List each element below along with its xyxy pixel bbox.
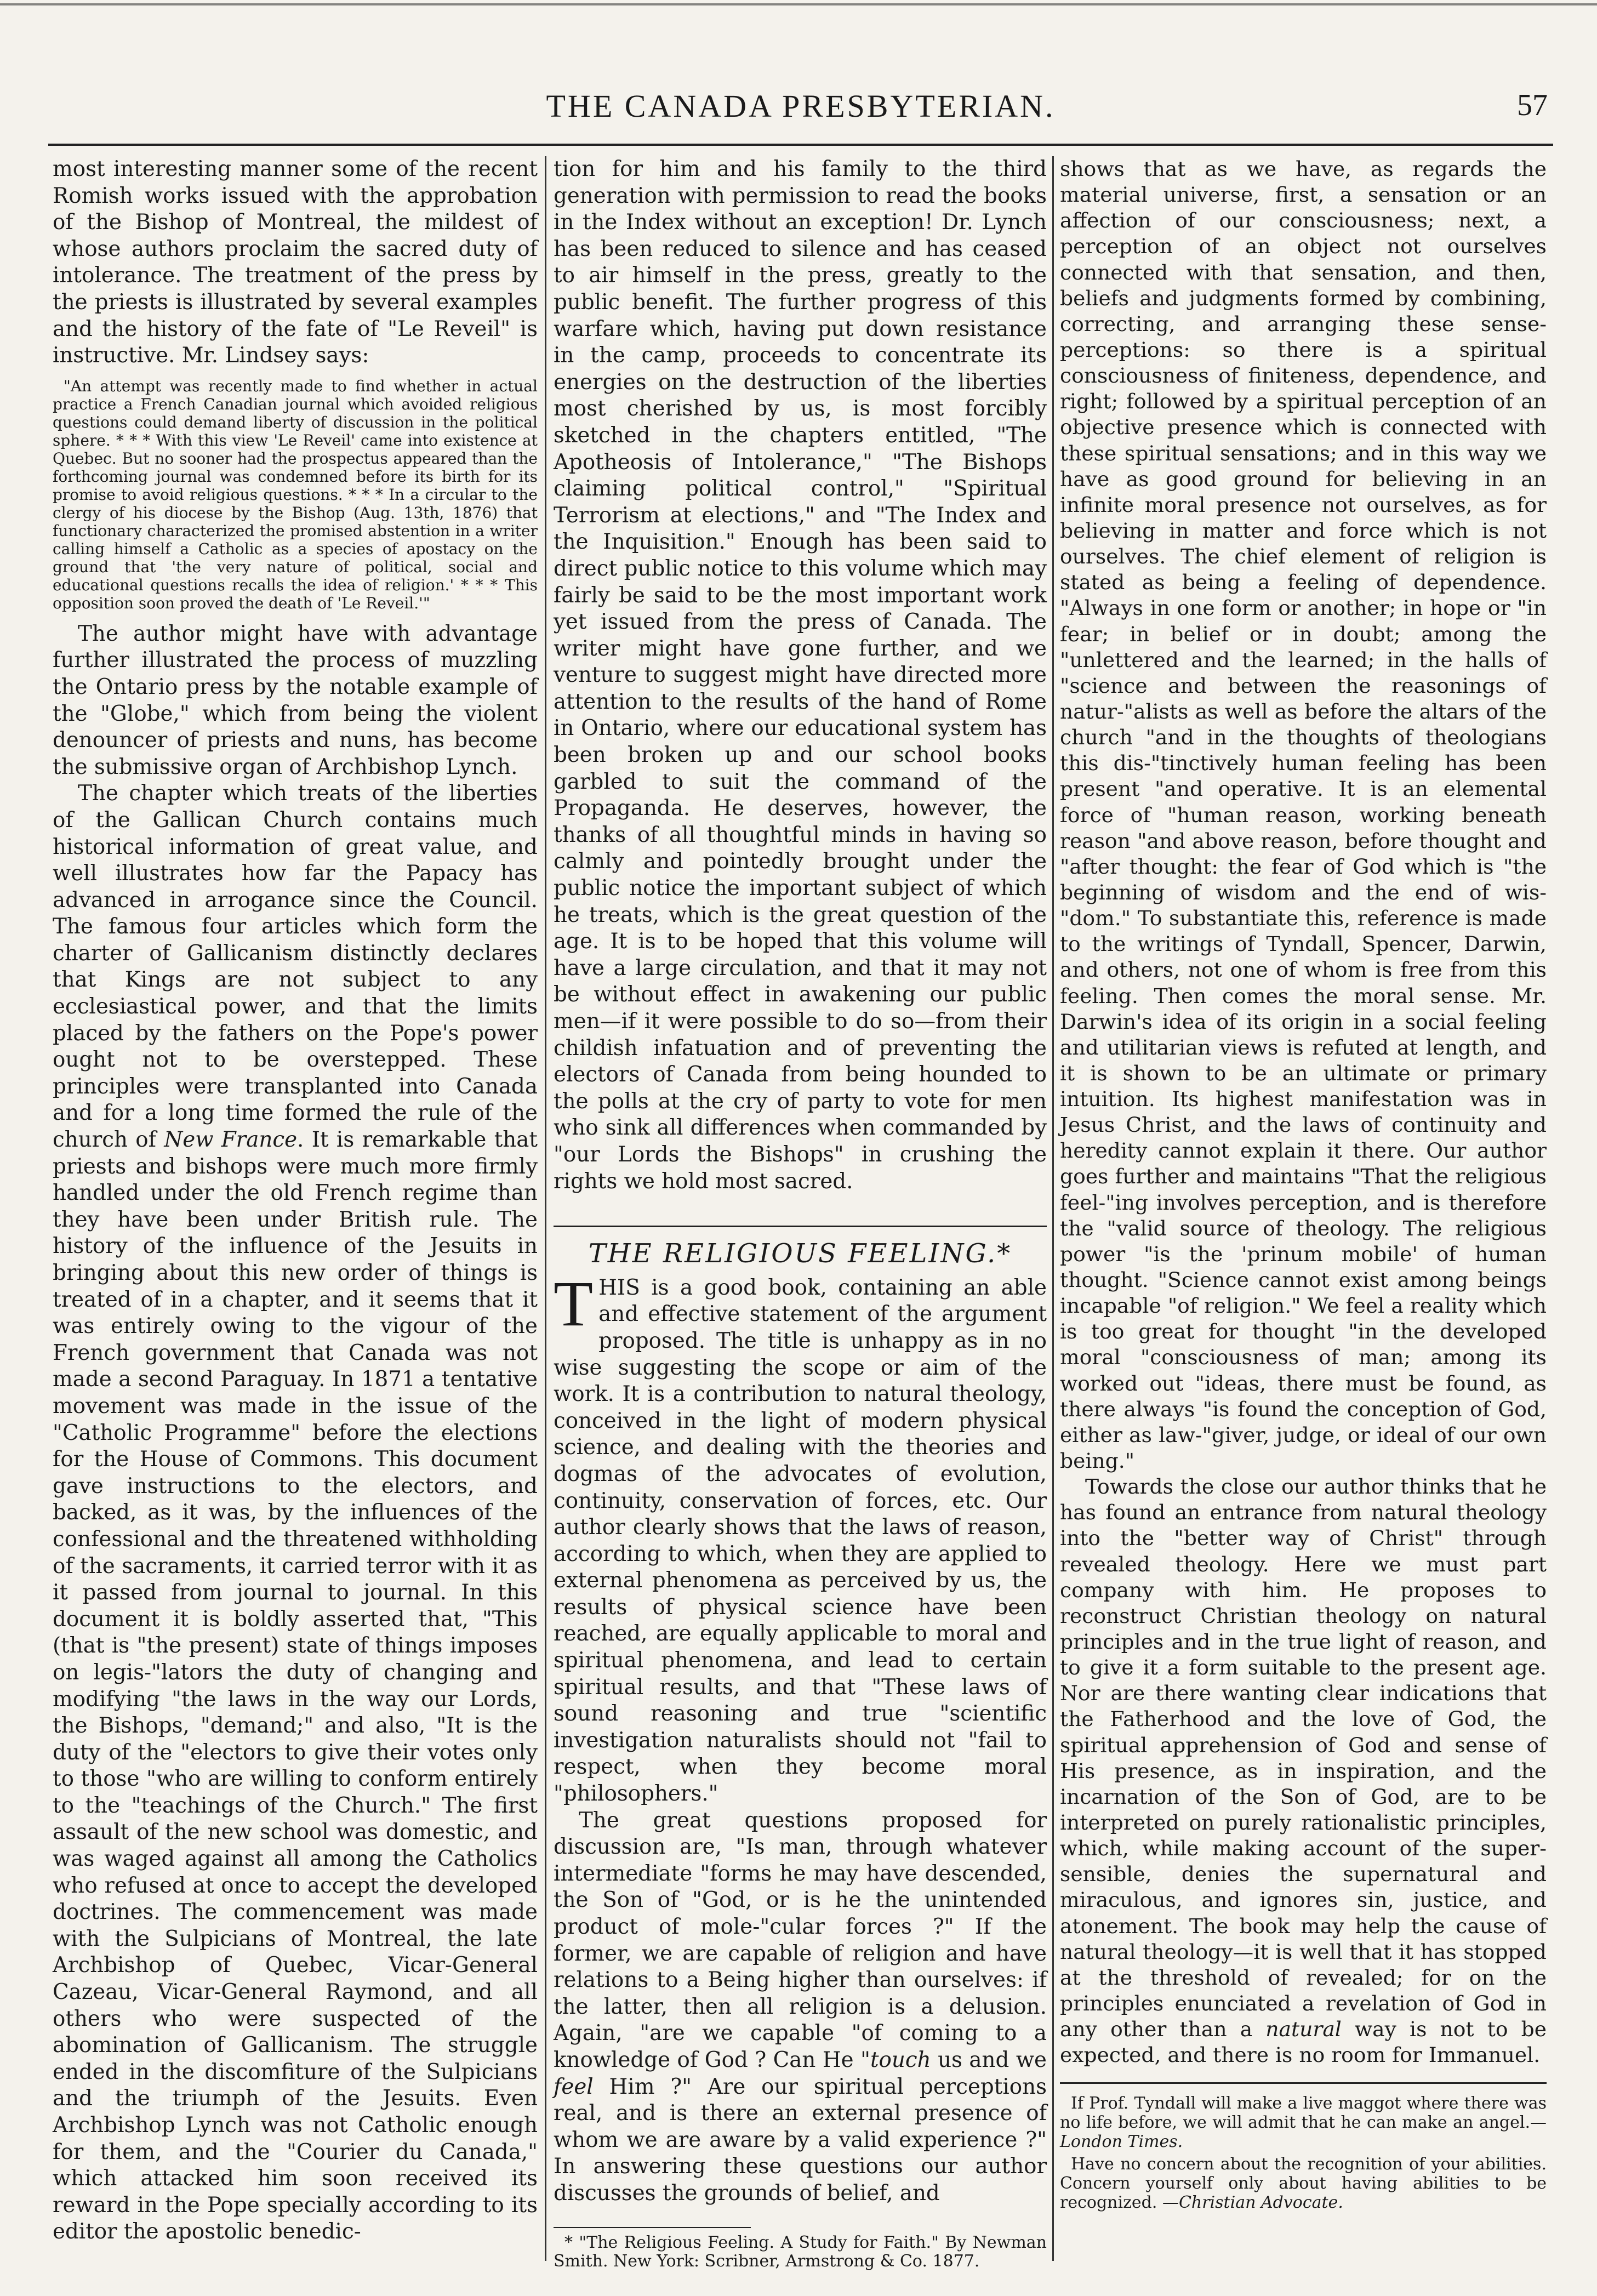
- text-run: Him ?" Are our spiritual perceptions real, and is there an external presence of whom we are aware by a valid experience ?" In answering these questions our author discusses the grounds of belief, and: [554, 2074, 1047, 2206]
- drop-cap: T: [554, 1267, 594, 1340]
- column-divider: [1052, 156, 1054, 2261]
- page-top-border: [0, 3, 1597, 5]
- section-rule: [554, 1226, 1047, 1227]
- paragraph: shows that as we have, as regards the material universe, first, a sensation or an affection of our consciousness; next, a perception of an object not ourselves connected with that sensation, and then, beliefs and judgments formed by combining, correcting, and arranging these sense-perceptions: so there is a spiritual consciousness of finiteness, dependence, and right; followed by a spiritual perception of an objective presence which is connected with these spiritual sensations; and in this way we have as good ground for believing in an infinite moral presence not ourselves, as for believing in matter and force which is not ourselves. The chief element of religion is stated as being a feeling of dependence. "Always in one form or another; in hope or "in fear; in belief or in doubt; among the "unlettered and the learned; in the halls of "science and between the reasonings of natur-"alists as well as before the altars of the church "and in the thoughts of theologians this dis-"tinctively human feeling has been present "and operative. It is an elemental force of "human reason, working beneath reason "and above reason, before thought and "after thought: the fear of God which is "the beginning of wisdom and the end of wis-"dom." To substantiate this, reference is made to the writings of Tyndall, Spencer, Darwin, and others, not one of whom is free from this feeling. Then comes the moral sense. Mr. Darwin's idea of its origin in a social feeling and utilitarian views is refuted at length, and it is shown to be an ultimate or primary intuition. Its highest manifestation was in Jesus Christ, and the laws of continuity and heredity cannot explain it there. Our author goes further and maintains "That the religious feel-"ing involves perception, and is therefore the "valid source of theology. The religious power "is the 'prinum mobile' of human thought. "Science cannot exist among beings incapable "of religion." We feel a reality which is too great for thought "in the developed moral "consciousness of man; among its worked out "ideas, there must be found, as there always "is found the conception of God, either as law-"giver, judge, or ideal of our own being.": [1060, 157, 1547, 1473]
- page-number: 57: [1517, 88, 1548, 122]
- footnote: * "The Religious Feeling. A Study for Faith." By Newman Smith. New York: Scribner, Armstrong & Co. 1877.: [554, 2232, 1047, 2271]
- page-header: [48, 88, 1553, 137]
- paragraph: [554, 1267, 1047, 1808]
- paragraph: most interesting manner some of the recent Romish works issued with the approbation of the Bishop of Montreal, the mildest of whose authors proclaim the sacred duty of intolerance. The treatment of the press by the priests is illustrated by several examples and the history of the fate of "Le Reveil" is instructive. Mr. Lindsey says:: [53, 157, 538, 368]
- italic-text: natural: [1265, 2017, 1342, 2042]
- column-right: [1060, 156, 1547, 2215]
- filler-text: Have no concern about the recognition of your abilities. Concern yourself only about having abilities to be recognized.: [1060, 2155, 1547, 2213]
- filler-item: [1060, 2094, 1547, 2151]
- text-run: Towards the close our author thinks that he has found an entrance from natural theology into the "better way of Christ" through revealed theology. Here we must part company with him. He proposes to reconstruct Christian theology on natural principles and in the true light of reason, and to give it a form suitable to the present age. Nor are there wanting clear indications that the Fatherhood and the love of God, the spiritual apprehension of God and sense of His presence, as in inspiration, and the incarnation of the Son of God, are to be interpreted on purely rationalistic principles, which, while making account of the super-sensible, denies the supernatural and miraculous, and ignores sin, justice, and atonement. The book may help the cause of natural theology—it is well that it has stopped at the threshold of revealed; for on the principles enunciated a revelation of God in any other than a: [1060, 1474, 1547, 2042]
- filler-rule: [1060, 2082, 1547, 2084]
- header-rule: [48, 144, 1553, 146]
- italic-text: feel: [554, 2074, 594, 2099]
- text-run: us and we: [931, 2047, 1047, 2072]
- filler-source: —Christian Advocate.: [1162, 2193, 1343, 2213]
- filler-source: London Times.: [1060, 2132, 1183, 2152]
- text-run: HIS is a good book, containing an able and effective statement of the argument proposed. The title is unhappy as in no wise suggesting the scope or aim of the work. It is a contribution to natural theology, conceived in the light of modern physical science, and dealing with the theories and dogmas of the advocates of evolution, continuity, conservation of forces, etc. Our author clearly shows that the laws of reason, according to which, when they are applied to external phenomena as perceived by us, the results of physical science have been reached, are equally applicable to moral and spiritual phenomena, and lead to certain spiritual results, and that "These laws of sound reasoning and true "scientific investigation naturalists should not "fail to respect, when they become moral "philosophers.": [554, 1275, 1047, 1807]
- text-run: . It is remarkable that priests and bishops were much more firmly handled under the old French regime than they have been under British rule. The history of the influence of the Jesuits in bringing about this new order of things is treated of in a chapter, and it seems that it was entirely owing to the vigour of the French government that Canada was not made a second Paraguay. In 1871 a tentative movement was made in the issue of the "Catholic Programme" before the elections for the House of Commons. This document gave instructions to the electors, and backed, as it was, by the influences of the confessional and the threatened withholding of the sacraments, it carried terror with it as it passed from journal to journal. In this document it is boldly asserted that, "This (that is "the present) state of things imposes on legis-"lators the duty of changing and modifying "the laws in the way our Lords, the Bishops, "demand;" and also, "It is the duty of the "electors to give their votes only to those "who are willing to conform entirely to the "teachings of the Church." The first assault of the new school was domestic, and was waged against all among the Catholics who refused at once to accept the developed doctrines. The commencement was made with the Sulpicians of Montreal, the late Archbishop of Quebec, Vicar-General Cazeau, Vicar-General Raymond, and all others who were suspected of the abomination of Gallicanism. The struggle ended in the discomfiture of the Sulpicians and the triumph of the Jesuits. Even Archbishop Lynch was not Catholic enough for them, and the "Courier du Canada," which attacked him soon received its reward in the Pope specially according to its editor the apostolic benedic-: [53, 1127, 538, 2244]
- text-run: way is not to be expected, and there is no room for Immanuel.: [1060, 2017, 1547, 2067]
- italic-text: touch: [870, 2047, 931, 2072]
- paragraph: [53, 780, 538, 2246]
- column-left: [53, 156, 538, 2246]
- paragraph: tion for him and his family to the third generation with permission to read the books in the Index without an exception! Dr. Lynch has been reduced to silence and has ceased to air himself in the press, greatly to the public benefit. The further progress of this warfare which, having put down resistance in the camp, proceeds to concentrate its energies on the destruction of the liberties most cherished by us, is most forcibly sketched in the chapters entitled, "The Apotheosis of Intolerance," "The Bishops claiming political control," "Spiritual Terrorism at elections," and "The Index and the Inquisition." Enough has been said to direct public notice to this volume which may fairly be said to be the most important work yet issued from the press of Canada. The writer might have gone further, and we venture to suggest might have directed more attention to the results of the hand of Rome in Ontario, where our educational system has been broken up and our school books garbled to suit the command of the Propaganda. He deserves, however, the thanks of all thoughtful minds in having so calmly and pointedly brought under the public notice the important subject of which he treats, which is the great question of the age. It is to be hoped that this volume will have a large circulation, and that it may not be without effect in awakening our public men—if it were possible to do so—from their childish infatuation and of preventing the electors of Canada from being hounded to the polls at the cry of party to vote for men who sink all differences when commanded by "our Lords the Bishops" in crushing the rights we hold most sacred.: [554, 157, 1047, 1194]
- italic-text: New France: [164, 1127, 298, 1153]
- block-quote: "An attempt was recently made to find whether in actual practice a French Canadian journal which avoided religious questions could demand liberty of discussion in the political sphere. * * * With this view 'Le Reveil' came into existence at Quebec. But no sooner had the prospectus appeared than the forthcoming journal was condemned before its birth for its promise to avoid religious questions. * * * In a circular to the clergy of his diocese by the Bishop (Aug. 13th, 1876) that functionary characterized the promised abstention in a writer calling himself a Catholic as a species of apostacy on the ground that 'the very nature of political, social and educational questions recalls the idea of religion.' * * * This opposition soon proved the death of 'Le Reveil.'": [53, 377, 538, 612]
- text-run: The great questions proposed for discussion are, "Is man, through whatever intermediate "forms he may have descended, the Son of "God, or is he the unintended product of mole-"cular forces ?" If the former, we are capable of religion and have relations to a Being higher than ourselves: if the latter, then all religion is a delusion. Again, "are we capable "of coming to a knowledge of God ? Can He ": [554, 1808, 1047, 2072]
- column-divider: [545, 156, 546, 2261]
- filler-item: [1060, 2155, 1547, 2212]
- paragraph: The author might have with advantage further illustrated the process of muzzling the Ontario press by the notable example of the "Globe," which from being the violent denouncer of priests and nuns, has become the submissive organ of Archbishop Lynch.: [53, 621, 538, 779]
- paragraph: [1060, 1474, 1547, 2068]
- running-title: THE CANADA PRESBYTERIAN.: [546, 88, 1056, 124]
- article-title: THE RELIGIOUS FEELING.*: [588, 1238, 1012, 1269]
- paragraph: [554, 1808, 1047, 2207]
- footnote-rule: [554, 2227, 751, 2228]
- filler-text: If Prof. Tyndall will make a live maggot where there was no life before, we will admit that he can make an angel.—: [1060, 2094, 1547, 2133]
- column-middle: [554, 156, 1047, 2271]
- text-run: The chapter which treats of the liberties of the Gallican Church contains much historical information of great value, and well illustrates how far the Papacy has advanced in arrogance since the Council. The famous four articles which form the charter of Gallicanism distinctly declares that Kings are not subject to any ecclesiastical power, and that the limits placed by the fathers on the Pope's power ought not to be overstepped. These principles were transplanted into Canada and for a long time formed the rule of the church of: [53, 781, 538, 1153]
